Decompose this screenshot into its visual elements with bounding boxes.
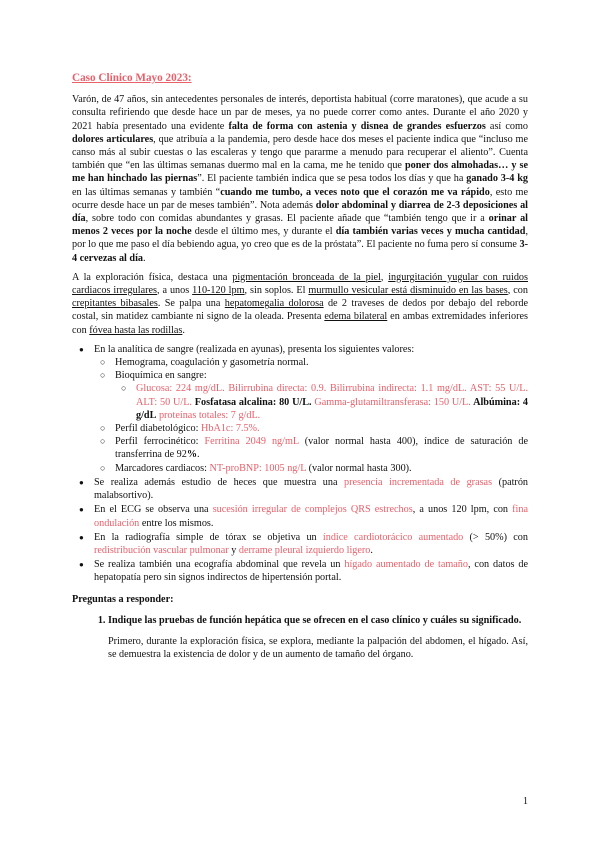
page-number: 1 [523,796,528,807]
list-item: ○ Marcadores cardiacos: NT-proBNP: 1005 ng/L (valor normal hasta 300). [115,462,528,475]
list-item: ○ Perfil ferrocinético: Ferritina 2049 ng/mL (valor normal hasta 400), índice de saturación de transferrina de 92%. [115,435,528,461]
list-item: ● En el ECG se observa una sucesión irregular de complejos QRS estrechos, a unos 120 lpm, con fina ondulación entre los mismos. [94,503,528,529]
physical-exam-paragraph: A la exploración física, destaca una pigmentación bronceada de la piel, ingurgitación yugular con ruidos cardiacos irregulares, a unos 110-120 lpm, sin soplos. El murmullo vesicular está disminuido en las bases, con crepitantes bibasales. Se palpa una hepatomegalia dolorosa de 2 traveses de dedos por debajo del reborde costal, sin matidez cambiante ni signo de la oleada. Presenta edema bilateral en ambas extremidades inferiores con fóvea hasta las rodillas. [72,271,529,336]
lab-sublist [94,356,528,475]
list-item: ● Se realiza también una ecografía abdominal que revela un hígado aumentado de tamaño, con datos de hepatopatía pero sin signos indirectos de hipertensión portal. [94,558,528,584]
questions-list [72,614,528,627]
question-item: 1. Indique las pruebas de función hepática que se ofrecen en el caso clínico y cuáles su significado. [108,614,528,627]
list-item: ○ Glucosa: 224 mg/dL. Bilirrubina directa: 0.9. Bilirrubina indirecta: 1.1 mg/dL. AST: 55 U/L. ALT: 50 U/L. Fosfatasa alcalina: 80 U/L. Gamma-glutamiltransferasa: 150 U/L. Albúmina: 4 g/dL proteínas totales: 7 g/dL. [136,382,528,422]
questions-heading: Preguntas a responder: [72,593,174,605]
list-item: ○ Perfil diabetológico: HbA1c: 7.5%. [115,422,528,435]
list-item: ○ Hemograma, coagulación y gasometría normal. [115,356,528,369]
findings-list [72,343,528,585]
biochem-sublist [115,382,528,422]
case-history-paragraph: Varón, de 47 años, sin antecedentes personales de interés, deportista habitual (corre maratones), que acude a su consulta refiriendo que desde hace un par de meses, ya no puede correr como antes. Durante el año 2020 y 2021 había presentado una evidente falta de forma con astenia y disnea de grandes esfuerzos así como dolores articulares, que atribuía a la pandemia, pero desde hace dos meses el paciente indica que “incluso me canso más al subir cuestas o las escaleras y tengo que pararme a menudo para recuperar el aliento”. Cuenta también que “en las últimas semanas duermo mal en la cama, me he tenido que poner dos almohadas… y se me han hinchado las piernas”. El paciente también indica que se pesa todos los días y que ha ganado 3-4 kg en las últimas semanas y también “cuando me tumbo, a veces noto que el corazón me va rápido, esto me ocurre desde hace un par de meses también”. Nota además dolor abdominal y diarrea de 2-3 deposiciones al día, sobre todo con comidas abundantes y grasas. El paciente añade que “también tengo que ir a orinar al menos 2 veces por la noche desde el último mes, y durante el día también varias veces y mucha cantidad, por lo que me paso el día bebiendo agua, yo creo que es de la próstata”. El paciente no fuma pero sí consume 3-4 cervezas al día. [72,94,529,264]
document-content [72,72,528,667]
answer-paragraph: Primero, durante la exploración física, se explora, mediante la palpación del abdomen, el hígado. Así, se demuestra la existencia de dolor y de un aumento de tamaño del órgano. [108,635,528,661]
case-title: Caso Clínico Mayo 2023: [72,72,192,84]
list-item: ● En la radiografía simple de tórax se objetiva un índice cardiotorácico aumentado (> 50%) con redistribución vascular pulmonar y derrame pleural izquierdo ligero. [94,531,528,557]
list-item: ● En la analítica de sangre (realizada en ayunas), presenta los siguientes valores: ○ Hemograma, coagulación y gasometría normal. ○ Bioquímica en sangre: ○ Glucosa: 224 mg/dL. Bilirrubina directa: 0.9. Bilirrubina indirecta: 1.1 mg/dL. AST: 55 U/L. ALT: 50 U/L. Fosfatasa alcalina: 80 U/L. Gamma-glutamiltransferasa: 150 U/L. Albúmina: 4 g/dL proteínas totales: 7 g/dL. ○ Perfil diabetológico: HbA1c: 7.5%. ○ Perfil ferrocinético: Ferritina 2049 ng/mL (valor normal hasta 400), índice de saturación de transferrina de 92%. ○ Marcadores cardiacos: NT-proBNP: 1005 ng/L (valor normal hasta 300). [94,343,528,475]
list-item: ○ Bioquímica en sangre: ○ Glucosa: 224 mg/dL. Bilirrubina directa: 0.9. Bilirrubina indirecta: 1.1 mg/dL. AST: 55 U/L. ALT: 50 U/L. Fosfatasa alcalina: 80 U/L. Gamma-glutamiltransferasa: 150 U/L. Albúmina: 4 g/dL proteínas totales: 7 g/dL. [115,369,528,422]
list-item: ● Se realiza además estudio de heces que muestra una presencia incrementada de grasas (patrón malabsortivo). [94,476,528,502]
